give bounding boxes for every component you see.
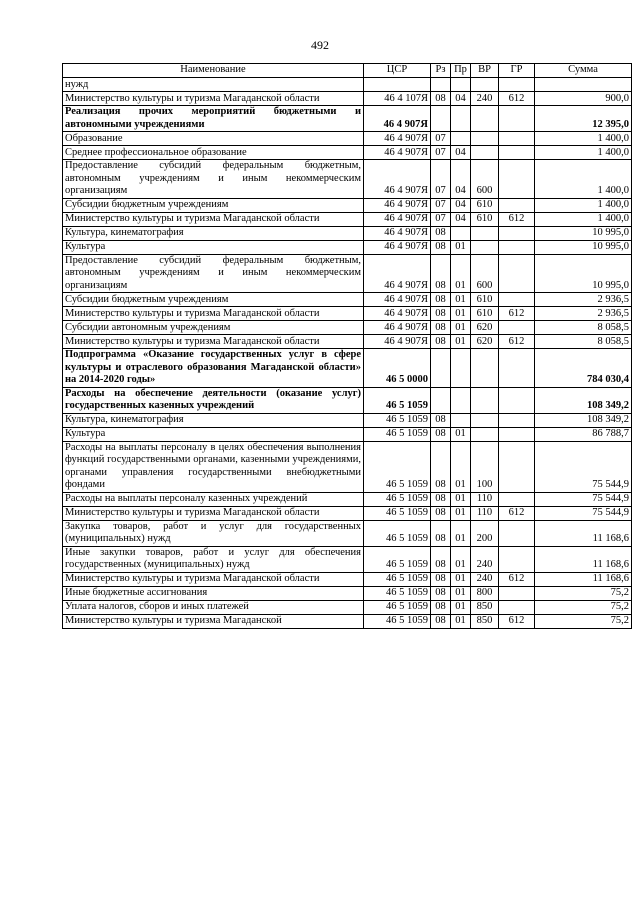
cell-pr: 01 [451, 506, 471, 520]
cell-name: Реализация прочих мероприятий бюджетными и автономными учреждениями [63, 106, 364, 132]
cell-name: Культура [63, 240, 364, 254]
cell-rz: 08 [431, 226, 451, 240]
cell-gr: 612 [499, 212, 535, 226]
cell-gr [499, 240, 535, 254]
cell-sum: 2 936,5 [535, 293, 632, 307]
table-row [63, 349, 632, 388]
cell-gr [499, 293, 535, 307]
cell-gr [499, 349, 535, 388]
cell-csr: 46 5 1059 [364, 506, 431, 520]
cell-name: Субсидии автономным учреждениям [63, 321, 364, 335]
cell-sum: 75 544,9 [535, 506, 632, 520]
cell-csr: 46 4 907Я [364, 160, 431, 199]
cell-csr: 46 4 907Я [364, 212, 431, 226]
cell-vr: 610 [471, 293, 499, 307]
cell-sum: 10 995,0 [535, 226, 632, 240]
cell-gr [499, 160, 535, 199]
cell-sum: 108 349,2 [535, 413, 632, 427]
cell-csr: 46 5 1059 [364, 520, 431, 546]
table-row [63, 572, 632, 586]
table-header-row [63, 64, 632, 78]
cell-vr [471, 413, 499, 427]
cell-vr: 610 [471, 212, 499, 226]
cell-vr: 240 [471, 572, 499, 586]
cell-rz: 08 [431, 600, 451, 614]
table-row [63, 600, 632, 614]
cell-rz: 07 [431, 198, 451, 212]
cell-csr: 46 5 1059 [364, 586, 431, 600]
table-row [63, 198, 632, 212]
cell-pr: 01 [451, 441, 471, 492]
cell-rz: 08 [431, 441, 451, 492]
cell-gr [499, 226, 535, 240]
cell-pr: 01 [451, 572, 471, 586]
cell-rz: 07 [431, 160, 451, 199]
cell-vr: 850 [471, 600, 499, 614]
cell-name: Расходы на обеспечение деятельности (оказание услуг) государственных казенных учреждений [63, 387, 364, 413]
cell-name: Иные закупки товаров, работ и услуг для обеспечения государственных (муниципальных) нужд [63, 546, 364, 572]
cell-gr [499, 387, 535, 413]
cell-sum: 75,2 [535, 614, 632, 628]
cell-vr [471, 349, 499, 388]
cell-csr: 46 4 907Я [364, 335, 431, 349]
cell-name: Культура [63, 427, 364, 441]
cell-csr: 46 4 907Я [364, 240, 431, 254]
cell-gr: 612 [499, 572, 535, 586]
cell-pr: 04 [451, 146, 471, 160]
budget-table [62, 63, 632, 629]
cell-sum: 75,2 [535, 600, 632, 614]
cell-gr [499, 492, 535, 506]
cell-vr: 610 [471, 198, 499, 212]
table-row [63, 427, 632, 441]
table-row [63, 212, 632, 226]
header-csr: ЦСР [364, 64, 431, 78]
cell-pr [451, 349, 471, 388]
cell-name: Субсидии бюджетным учреждениям [63, 198, 364, 212]
cell-pr: 01 [451, 240, 471, 254]
cell-gr [499, 106, 535, 132]
cell-csr: 46 5 1059 [364, 614, 431, 628]
cell-rz: 08 [431, 321, 451, 335]
cell-sum: 8 058,5 [535, 321, 632, 335]
cell-csr: 46 4 107Я [364, 92, 431, 106]
cell-name: Министерство культуры и туризма Магаданской области [63, 506, 364, 520]
cell-rz: 08 [431, 254, 451, 293]
cell-pr: 01 [451, 600, 471, 614]
cell-gr [499, 427, 535, 441]
cell-pr: 04 [451, 92, 471, 106]
cell-gr [499, 413, 535, 427]
cell-name: Предоставление субсидий федеральным бюджетным, автономным учреждениям и иным некоммерческим организациям [63, 254, 364, 293]
cell-pr: 01 [451, 321, 471, 335]
cell-rz: 08 [431, 492, 451, 506]
cell-vr [471, 226, 499, 240]
cell-sum: 12 395,0 [535, 106, 632, 132]
cell-rz: 08 [431, 413, 451, 427]
cell-rz: 07 [431, 212, 451, 226]
cell-vr: 610 [471, 307, 499, 321]
cell-pr: 01 [451, 427, 471, 441]
cell-rz: 08 [431, 92, 451, 106]
cell-vr [471, 387, 499, 413]
table-row [63, 307, 632, 321]
cell-sum: 900,0 [535, 92, 632, 106]
cell-pr [451, 226, 471, 240]
cell-vr [471, 427, 499, 441]
cell-pr: 04 [451, 212, 471, 226]
cell-sum: 10 995,0 [535, 240, 632, 254]
cell-gr [499, 254, 535, 293]
cell-csr: 46 4 907Я [364, 106, 431, 132]
cell-name: Подпрограмма «Оказание государственных услуг в сфере культуры и отраслевого образования Магаданской области» на 2014-2020 годы» [63, 349, 364, 388]
cell-vr: 110 [471, 492, 499, 506]
header-sum: Сумма [535, 64, 632, 78]
cell-vr: 240 [471, 546, 499, 572]
cell-pr [451, 413, 471, 427]
cell-sum: 75 544,9 [535, 441, 632, 492]
cell-rz: 07 [431, 146, 451, 160]
cell-sum: 108 349,2 [535, 387, 632, 413]
cell-csr: 46 5 1059 [364, 413, 431, 427]
cell-csr: 46 5 1059 [364, 427, 431, 441]
cell-name: Министерство культуры и туризма Магаданской области [63, 307, 364, 321]
cell-pr: 01 [451, 293, 471, 307]
cell-csr [364, 78, 431, 92]
cell-name: Предоставление субсидий федеральным бюджетным, автономным учреждениям и иным некоммерческим организациям [63, 160, 364, 199]
cell-name: Министерство культуры и туризма Магаданской области [63, 92, 364, 106]
cell-csr: 46 4 907Я [364, 132, 431, 146]
table-row [63, 586, 632, 600]
cell-rz [431, 78, 451, 92]
cell-rz: 08 [431, 520, 451, 546]
cell-sum: 11 168,6 [535, 572, 632, 586]
table-row [63, 146, 632, 160]
cell-sum [535, 78, 632, 92]
table-row [63, 293, 632, 307]
table-row [63, 254, 632, 293]
cell-rz: 08 [431, 293, 451, 307]
cell-name: Среднее профессиональное образование [63, 146, 364, 160]
table-row [63, 226, 632, 240]
cell-pr: 01 [451, 546, 471, 572]
cell-sum: 75,2 [535, 586, 632, 600]
cell-name: Министерство культуры и туризма Магаданской области [63, 572, 364, 586]
cell-name: Образование [63, 132, 364, 146]
cell-csr: 46 5 1059 [364, 492, 431, 506]
cell-gr [499, 198, 535, 212]
cell-vr: 850 [471, 614, 499, 628]
table-row [63, 506, 632, 520]
cell-rz: 08 [431, 506, 451, 520]
table-row [63, 240, 632, 254]
cell-sum: 8 058,5 [535, 335, 632, 349]
cell-gr [499, 132, 535, 146]
cell-rz [431, 349, 451, 388]
cell-csr: 46 4 907Я [364, 321, 431, 335]
cell-vr: 600 [471, 254, 499, 293]
cell-pr: 01 [451, 520, 471, 546]
cell-pr: 01 [451, 254, 471, 293]
cell-vr: 110 [471, 506, 499, 520]
table-row [63, 335, 632, 349]
header-vr: ВР [471, 64, 499, 78]
table-row [63, 441, 632, 492]
table-row [63, 492, 632, 506]
cell-sum: 86 788,7 [535, 427, 632, 441]
cell-rz [431, 387, 451, 413]
cell-vr: 620 [471, 321, 499, 335]
cell-gr [499, 441, 535, 492]
cell-csr: 46 4 907Я [364, 226, 431, 240]
header-name: Наименование [63, 64, 364, 78]
cell-csr: 46 5 1059 [364, 387, 431, 413]
cell-pr [451, 387, 471, 413]
cell-name: Расходы на выплаты персоналу казенных учреждений [63, 492, 364, 506]
cell-name: Иные бюджетные ассигнования [63, 586, 364, 600]
table-row [63, 92, 632, 106]
cell-gr [499, 321, 535, 335]
cell-vr: 620 [471, 335, 499, 349]
cell-csr: 46 5 1059 [364, 600, 431, 614]
cell-pr: 01 [451, 586, 471, 600]
cell-name: Расходы на выплаты персоналу в целях обеспечения выполнения функций государственными органами, казенными учреждениями, органами управления государственными внебюджетными фондами [63, 441, 364, 492]
cell-rz [431, 106, 451, 132]
cell-sum: 11 168,6 [535, 520, 632, 546]
cell-gr: 612 [499, 92, 535, 106]
cell-gr [499, 146, 535, 160]
cell-rz: 07 [431, 132, 451, 146]
cell-pr [451, 106, 471, 132]
cell-pr: 04 [451, 198, 471, 212]
cell-gr: 612 [499, 614, 535, 628]
cell-rz: 08 [431, 572, 451, 586]
cell-name: Министерство культуры и туризма Магаданской области [63, 335, 364, 349]
cell-pr [451, 78, 471, 92]
cell-gr: 612 [499, 335, 535, 349]
cell-csr: 46 4 907Я [364, 254, 431, 293]
cell-name: нужд [63, 78, 364, 92]
cell-rz: 08 [431, 427, 451, 441]
cell-rz: 08 [431, 546, 451, 572]
table-row [63, 387, 632, 413]
cell-csr: 46 4 907Я [364, 307, 431, 321]
cell-csr: 46 5 1059 [364, 546, 431, 572]
cell-csr: 46 4 907Я [364, 146, 431, 160]
cell-pr: 01 [451, 614, 471, 628]
cell-sum: 1 400,0 [535, 160, 632, 199]
cell-vr: 100 [471, 441, 499, 492]
cell-name: Культура, кинематография [63, 226, 364, 240]
table-row [63, 132, 632, 146]
cell-pr: 01 [451, 492, 471, 506]
cell-sum: 75 544,9 [535, 492, 632, 506]
cell-csr: 46 4 907Я [364, 293, 431, 307]
cell-pr: 01 [451, 307, 471, 321]
cell-name: Министерство культуры и туризма Магаданской области [63, 212, 364, 226]
cell-name: Уплата налогов, сборов и иных платежей [63, 600, 364, 614]
table-row [63, 546, 632, 572]
cell-rz: 08 [431, 240, 451, 254]
table-row [63, 160, 632, 199]
cell-vr [471, 132, 499, 146]
cell-csr: 46 5 1059 [364, 572, 431, 586]
cell-rz: 08 [431, 335, 451, 349]
cell-rz: 08 [431, 614, 451, 628]
cell-vr: 600 [471, 160, 499, 199]
cell-name: Закупка товаров, работ и услуг для государственных (муниципальных) нужд [63, 520, 364, 546]
cell-sum: 1 400,0 [535, 132, 632, 146]
header-rz: Рз [431, 64, 451, 78]
cell-csr: 46 4 907Я [364, 198, 431, 212]
cell-pr [451, 132, 471, 146]
cell-pr: 04 [451, 160, 471, 199]
cell-csr: 46 5 0000 [364, 349, 431, 388]
cell-vr: 200 [471, 520, 499, 546]
cell-sum: 1 400,0 [535, 212, 632, 226]
cell-gr: 612 [499, 307, 535, 321]
cell-vr: 240 [471, 92, 499, 106]
cell-sum: 10 995,0 [535, 254, 632, 293]
cell-sum: 1 400,0 [535, 198, 632, 212]
cell-vr [471, 78, 499, 92]
header-gr: ГР [499, 64, 535, 78]
cell-gr [499, 520, 535, 546]
cell-name: Министерство культуры и туризма Магаданской [63, 614, 364, 628]
table-row [63, 78, 632, 92]
table-row [63, 520, 632, 546]
table-row [63, 106, 632, 132]
table-row [63, 321, 632, 335]
cell-gr [499, 586, 535, 600]
cell-sum: 1 400,0 [535, 146, 632, 160]
cell-gr [499, 78, 535, 92]
cell-gr [499, 546, 535, 572]
cell-vr [471, 146, 499, 160]
header-pr: Пр [451, 64, 471, 78]
table-row [63, 614, 632, 628]
cell-sum: 11 168,6 [535, 546, 632, 572]
cell-vr: 800 [471, 586, 499, 600]
cell-rz: 08 [431, 586, 451, 600]
cell-csr: 46 5 1059 [364, 441, 431, 492]
page-number: 492 [311, 38, 329, 52]
cell-sum: 784 030,4 [535, 349, 632, 388]
cell-name: Культура, кинематография [63, 413, 364, 427]
cell-sum: 2 936,5 [535, 307, 632, 321]
cell-gr: 612 [499, 506, 535, 520]
cell-vr [471, 240, 499, 254]
cell-vr [471, 106, 499, 132]
cell-rz: 08 [431, 307, 451, 321]
cell-pr: 01 [451, 335, 471, 349]
cell-name: Субсидии бюджетным учреждениям [63, 293, 364, 307]
cell-gr [499, 600, 535, 614]
table-row [63, 413, 632, 427]
